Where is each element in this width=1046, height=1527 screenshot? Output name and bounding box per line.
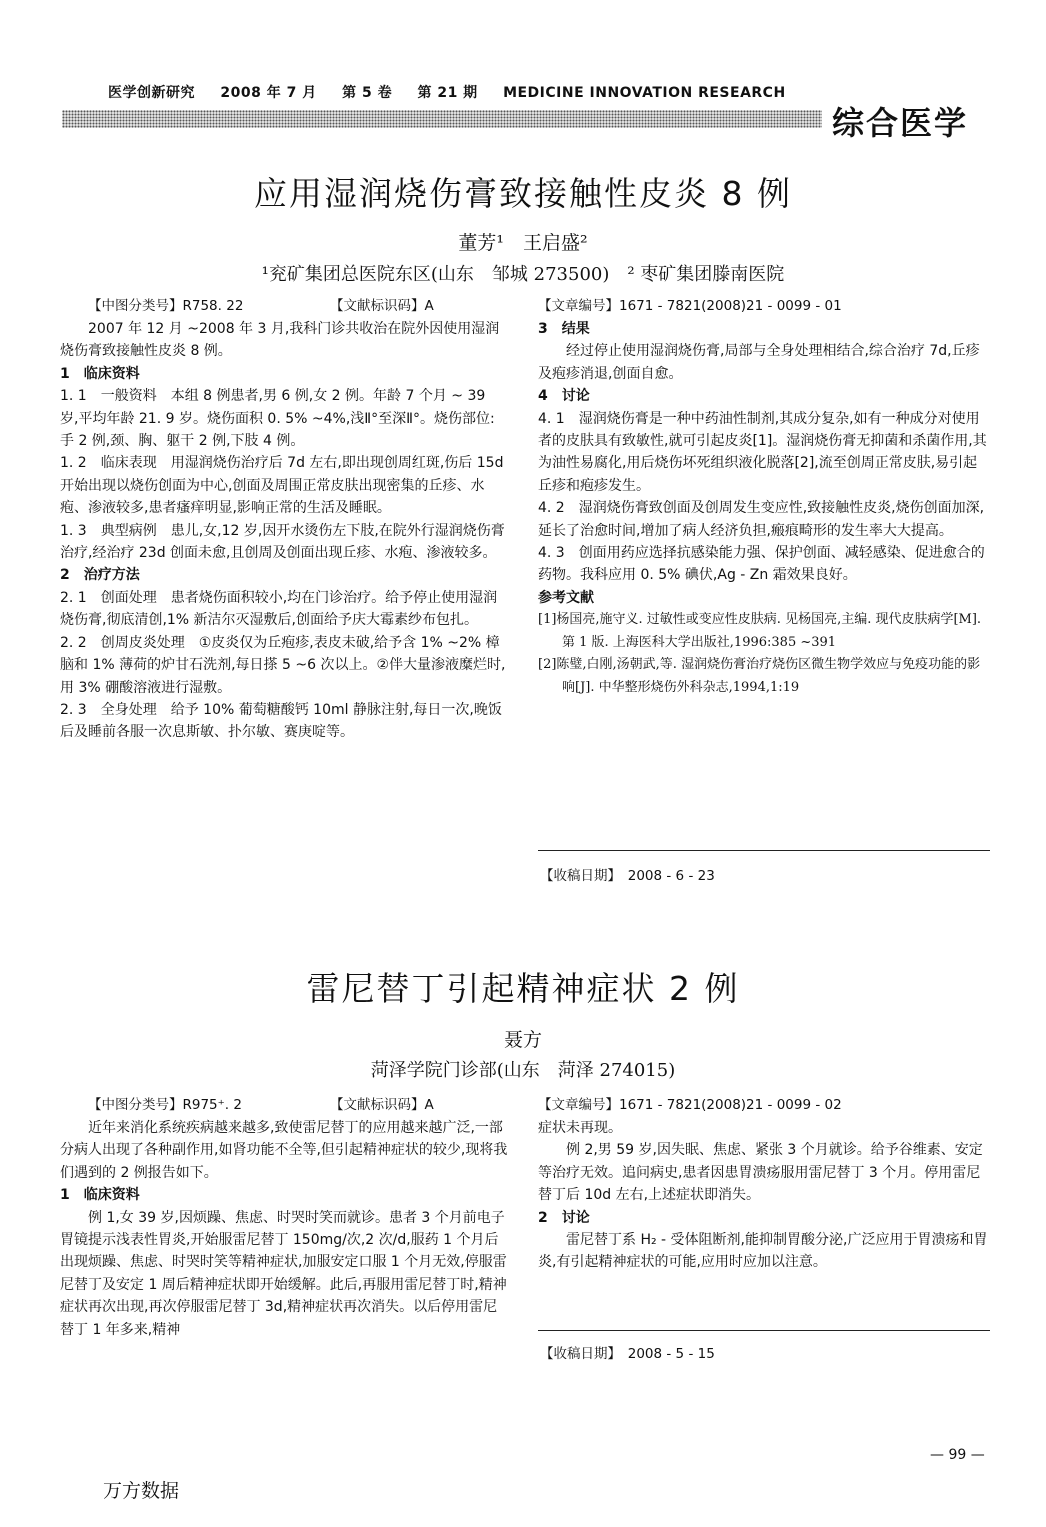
article2-received-date: 【收稿日期】 2008 - 5 - 15 (540, 1346, 715, 1362)
article2-s2: 雷尼替丁系 H₂ - 受体阻断剂,能抑制胃酸分泌,广泛应用于胃溃疡和胃炎,有引起精神症状的可能,应用时应加以注意。 (538, 1232, 988, 1271)
article1-s2-heading: 2 治疗方法 (60, 567, 140, 584)
section-label: 综合医学 (832, 104, 969, 142)
article1-doc-code: 【文献标识码】A (330, 298, 434, 314)
article2-doc-code: 【文献标识码】A (330, 1097, 434, 1113)
article1-received-rule (538, 850, 990, 851)
issue-date: 2008 年 7 月 (220, 85, 317, 101)
page-number: — 99 — (930, 1447, 985, 1463)
reference-1: [1]杨国亮,施守义. 过敏性或变应性皮肤病. 见杨国亮,主编. 现代皮肤病学[M]. 第 1 版. 上海医科大学出版社,1996:385 ~391 (538, 612, 982, 650)
article1-s3: 经过停止使用湿润烧伤膏,局部与全身处理相结合,综合治疗 7d,丘疹及疱疹消退,创面自愈。 (538, 343, 980, 382)
article1-left-column (60, 318, 508, 744)
journal-header (108, 82, 806, 102)
article2-authors: 聂方 (503, 1029, 542, 1051)
reference-2: [2]陈璧,白刚,汤朝武,等. 湿润烧伤膏治疗烧伤区微生物学效应与免疫功能的影响[J]. 中华整形烧伤外科杂志,1994,1:19 (538, 657, 981, 695)
journal-name-cn: 医学创新研究 (108, 85, 195, 101)
issue: 第 21 期 (417, 85, 478, 101)
article1-s4-1: 4. 1 湿润烧伤膏是一种中药油性制剂,其成分复杂,如有一种成分对使用者的皮肤具有致敏性,就可引起皮炎[1]。湿润烧伤膏无抑菌和杀菌作用,其为油性易腐化,用后烧伤坏死组织液化脱落[2],流至创周正常皮肤,易引起丘疹和疱疹发生。 (538, 410, 987, 494)
article2-case1: 例 1,女 39 岁,因烦躁、焦虑、时哭时笑而就诊。患者 3 个月前电子胃镜提示浅表性胃炎,开始服雷尼替丁 150mg/次,2 次/d,服药 1 个月后出现烦躁、焦虑、时哭时笑等精神症状,加服安定口服 1 个月无效,停服雷尼替丁及安定 1 周后精神症状即开始缓解。此后,再服用雷尼替丁时,精神症状再次出现,再次停服雷尼替丁 3d,精神症状再次消失。以后停用雷尼替丁 1 年多来,精神 (60, 1209, 507, 1338)
article2-received-rule (538, 1330, 990, 1331)
references-heading: 参考文献 (538, 589, 594, 606)
article1-intro: 2007 年 12 月 ~2008 年 3 月,我科门诊共收治在院外因使用湿润烧伤膏致接触性皮炎 8 例。 (60, 321, 500, 360)
article1-received-date: 【收稿日期】 2008 - 6 - 23 (540, 868, 715, 884)
article1-s1-3: 1. 3 典型病例 患儿,女,12 岁,因开水烫伤左下肢,在院外行湿润烧伤膏治疗,经治疗 23d 创面未愈,且创周及创面出现丘疹、水疱、渗液较多。 (60, 522, 505, 562)
article2-right-column (538, 1117, 990, 1274)
article1-s2-3: 2. 3 全身处理 给予 10% 葡萄糖酸钙 10ml 静脉注射,每日一次,晚饭后及睡前各服一次息斯敏、扑尔敏、赛庚啶等。 (60, 701, 502, 741)
header-dot-band (62, 110, 822, 128)
volume: 第 5 卷 (342, 85, 393, 101)
journal-name-en: MEDICINE INNOVATION RESEARCH (503, 85, 786, 101)
article1-affiliation: ¹兖矿集团总医院东区(山东 邹城 273500) ² 枣矿集团滕南医院 (261, 264, 785, 285)
article1-s4-2: 4. 2 湿润烧伤膏致创面及创周发生变应性,致接触性皮炎,烧伤创面加深,延长了治愈时间,增加了病人经济负担,瘢痕畸形的发生率大大提高。 (538, 500, 985, 539)
article1-s3-heading: 3 结果 (538, 321, 590, 337)
article2-clc: 【中图分类号】R975⁺. 2 (88, 1097, 242, 1113)
article2-case1-continued: 症状未再现。 (538, 1120, 622, 1136)
article1-s1-2: 1. 2 临床表现 用湿润烧伤治疗后 7d 左右,即出现创周红斑,伤后 15d 开始出现以烧伤创面为中心,创面及周围正常皮肤出现密集的丘疹、水疱、渗液较多,患者瘙痒明显,影响正常的生活及睡眠。 (60, 455, 504, 517)
article1-s2-1: 2. 1 创面处理 患者烧伤面积较小,均在门诊治疗。给予停止使用湿润烧伤膏,彻底清创,1% 新洁尔灭湿敷后,创面给予庆大霉素纱布包扎。 (60, 589, 498, 629)
article1-authors: 董芳¹ 王启盛² (458, 232, 588, 254)
article1-s4-heading: 4 讨论 (538, 388, 590, 405)
article2-title: 雷尼替丁引起精神症状 2 例 (306, 969, 740, 1008)
article2-case2: 例 2,男 59 岁,因失眠、焦虑、紧张 3 个月就诊。给予谷维素、安定等治疗无效。追问病史,患者因患胃溃疡服用雷尼替丁 3 个月。停用雷尼替丁后 10d 左右,上述症状即消失。 (538, 1142, 983, 1204)
article1-s1-1: 1. 1 一般资料 本组 8 例患者,男 6 例,女 2 例。年龄 7 个月 ~ 39 岁,平均年龄 21. 9 岁。烧伤面积 0. 5% ~4%,浅Ⅱ°至深Ⅱ°。烧伤部位:手 2 例,颈、胸、躯干 2 例,下肢 4 例。 (60, 388, 495, 450)
article1-s2-2: 2. 2 创周皮炎处理 ①皮炎仅为丘疱疹,表皮未破,给予含 1% ~2% 樟脑和 1% 薄荷的炉甘石洗剂,每日搽 5 ~6 次以上。②伴大量渗液糜烂时,用 3% 硼酸溶液进行湿敷。 (60, 634, 506, 696)
article1-title: 应用湿润烧伤膏致接触性皮炎 8 例 (254, 174, 792, 213)
article1-clc: 【中图分类号】R758. 22 (88, 298, 244, 314)
article1-s4-3: 4. 3 创面用药应选择抗感染能力强、保护创面、减轻感染、促进愈合的药物。我科应用 0. 5% 碘伏,Ag - Zn 霜效果良好。 (538, 545, 985, 584)
database-watermark: 万方数据 (103, 1480, 180, 1502)
article2-article-no: 【文章编号】1671 - 7821(2008)21 - 0099 - 02 (538, 1097, 842, 1113)
article2-affiliation: 菏泽学院门诊部(山东 菏泽 274015) (370, 1060, 676, 1081)
article2-s1-heading: 1 临床资料 (60, 1187, 140, 1204)
article2-s2-heading: 2 讨论 (538, 1209, 590, 1226)
article2-left-column (60, 1117, 508, 1341)
article1-right-column (538, 318, 990, 699)
article1-article-no: 【文章编号】1671 - 7821(2008)21 - 0099 - 01 (538, 298, 842, 314)
article1-s1-heading: 1 临床资料 (60, 365, 140, 382)
article2-intro: 近年来消化系统疾病越来越多,致使雷尼替丁的应用越来越广泛,一部分病人出现了各种副作用,如肾功能不全等,但引起精神症状的较少,现将我们遇到的 2 例报告如下。 (60, 1120, 508, 1181)
